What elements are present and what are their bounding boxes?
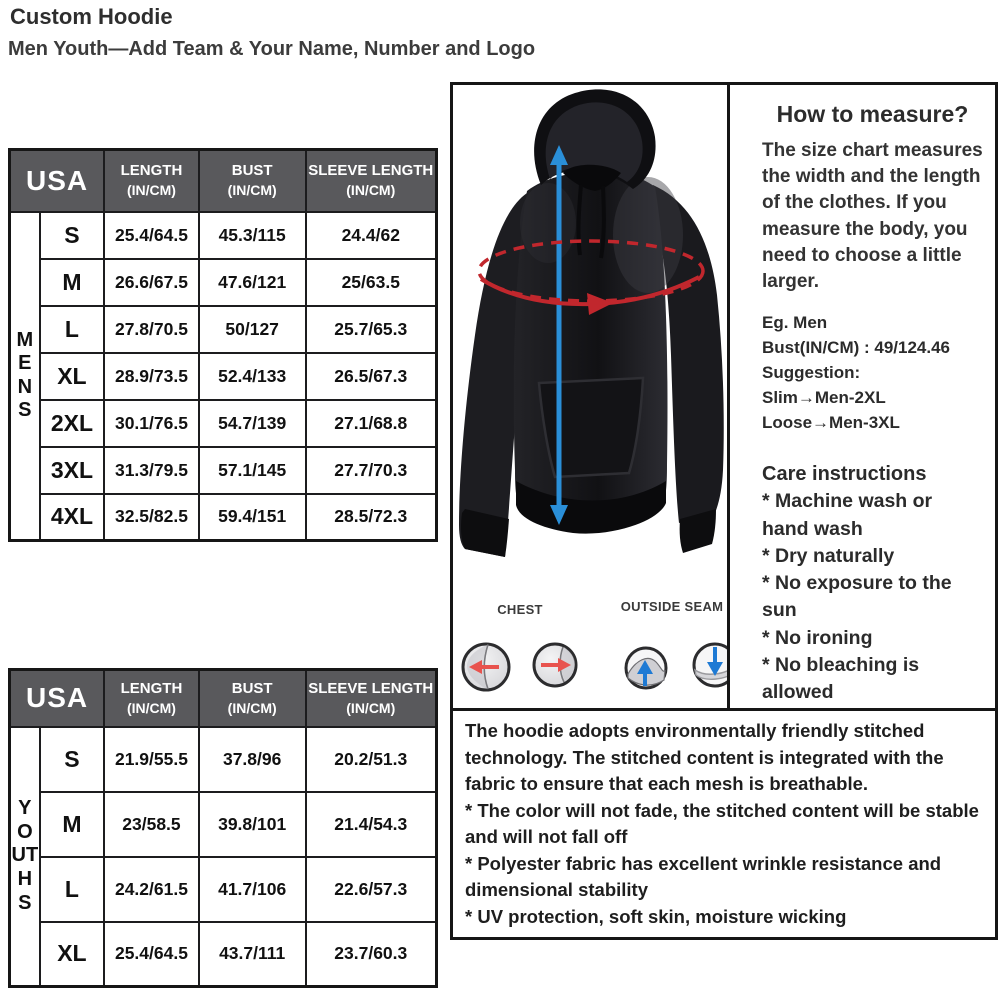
youths-size-table bbox=[8, 668, 438, 988]
example-line: Suggestion: bbox=[762, 363, 861, 383]
column-header-unit: (IN/CM) bbox=[227, 182, 277, 199]
size-cell: L bbox=[40, 857, 104, 922]
length-cell: 27.8/70.5 bbox=[104, 306, 199, 353]
size-cell: L bbox=[40, 306, 104, 353]
table-header-row bbox=[10, 150, 437, 212]
outside-seam-label: OUTSIDE SEAM bbox=[620, 599, 724, 614]
sleeve-cell: 26.5/67.3 bbox=[306, 353, 437, 400]
example-line: Loose→Men-3XL bbox=[762, 413, 900, 433]
chest-measure-left-icon bbox=[463, 644, 509, 690]
column-header-usa: USA bbox=[10, 150, 105, 212]
column-header-unit: (IN/CM) bbox=[227, 699, 277, 716]
description-bullet: * UV protection, soft skin, moisture wicking bbox=[465, 905, 847, 927]
column-header-label: SLEEVE LENGTH bbox=[308, 679, 434, 697]
table-header-row bbox=[10, 670, 437, 727]
sleeve-cell: 27.1/68.8 bbox=[306, 400, 437, 447]
care-instruction-item: * No ironing bbox=[762, 626, 873, 649]
table-row bbox=[10, 727, 437, 792]
hoodie-measure-box bbox=[453, 85, 730, 708]
sleeve-cell: 25/63.5 bbox=[306, 259, 437, 306]
care-instruction-item: * Machine wash or hand wash bbox=[762, 490, 933, 540]
outside-seam-up-icon bbox=[626, 648, 666, 688]
table-row bbox=[10, 857, 437, 922]
measure-method-icons bbox=[453, 620, 727, 715]
bust-cell: 54.7/139 bbox=[199, 400, 306, 447]
mens-size-table bbox=[8, 148, 438, 542]
outside-seam-down-icon bbox=[694, 644, 727, 686]
size-cell: XL bbox=[40, 353, 104, 400]
length-cell: 31.3/79.5 bbox=[104, 447, 199, 494]
mens-group-label: MENS bbox=[10, 212, 40, 541]
size-cell: 2XL bbox=[40, 400, 104, 447]
size-cell: M bbox=[40, 259, 104, 306]
sleeve-cell: 25.7/65.3 bbox=[306, 306, 437, 353]
size-cell: S bbox=[40, 727, 104, 792]
info-panel-top-row bbox=[453, 85, 995, 708]
hoodie-pocket bbox=[539, 378, 643, 477]
care-instruction-item: * No bleaching is allowed bbox=[762, 654, 920, 704]
bust-cell: 52.4/133 bbox=[199, 353, 306, 400]
sleeve-cell: 22.6/57.3 bbox=[306, 857, 437, 922]
example-line: Eg. Men bbox=[762, 313, 828, 333]
table-row bbox=[10, 353, 437, 400]
table-row bbox=[10, 259, 437, 306]
sleeve-cell: 23.7/60.3 bbox=[306, 922, 437, 987]
table-row bbox=[10, 400, 437, 447]
bust-cell: 59.4/151 bbox=[199, 494, 306, 541]
size-cell: S bbox=[40, 212, 104, 259]
column-header-label: LENGTH bbox=[120, 679, 183, 697]
description-bullet: * The color will not fade, the stitched content will be stable and will not fall off bbox=[465, 799, 979, 848]
length-cell: 28.9/73.5 bbox=[104, 353, 199, 400]
care-instruction-item: * Dry naturally bbox=[762, 544, 895, 567]
size-cell: XL bbox=[40, 922, 104, 987]
size-cell: 3XL bbox=[40, 447, 104, 494]
length-cell: 23/58.5 bbox=[104, 792, 199, 857]
sleeve-cell: 27.7/70.3 bbox=[306, 447, 437, 494]
column-header-length bbox=[104, 150, 199, 212]
sleeve-cell: 24.4/62 bbox=[306, 212, 437, 259]
description-bullet: * Polyester fabric has excellent wrinkle resistance and dimensional stability bbox=[465, 852, 942, 901]
bust-cell: 50/127 bbox=[199, 306, 306, 353]
youths-group-label: YOUTHS bbox=[10, 727, 40, 987]
chest-measure-right-icon bbox=[534, 644, 576, 686]
product-description-box bbox=[453, 708, 995, 937]
column-header-label: LENGTH bbox=[120, 162, 183, 180]
bust-cell: 45.3/115 bbox=[199, 212, 306, 259]
column-header-label: SLEEVE LENGTH bbox=[308, 162, 434, 180]
column-header-unit: (IN/CM) bbox=[346, 182, 396, 199]
chest-label: CHEST bbox=[497, 602, 543, 617]
page-subtitle: Men Youth—Add Team & Your Name, Number and Logo bbox=[8, 38, 536, 60]
column-header-bust bbox=[199, 150, 306, 212]
care-instructions-block bbox=[762, 460, 983, 706]
column-header-label: BUST bbox=[231, 162, 273, 180]
bust-cell: 41.7/106 bbox=[199, 857, 306, 922]
column-header-sleeve bbox=[306, 150, 437, 212]
bust-cell: 47.6/121 bbox=[199, 259, 306, 306]
care-instructions-heading: Care instructions bbox=[762, 463, 927, 486]
table-row bbox=[10, 306, 437, 353]
sizing-example-block bbox=[762, 311, 983, 436]
how-to-measure-section bbox=[730, 85, 995, 708]
info-panel bbox=[450, 82, 998, 940]
size-cell: M bbox=[40, 792, 104, 857]
table-row bbox=[10, 494, 437, 541]
description-intro: The hoodie adopts environmentally friendly stitched technology. The stitched content is integrated with the fabric to ensure that each mesh is breathable. bbox=[465, 720, 944, 795]
hoodie-photo-illustration bbox=[453, 85, 727, 595]
column-header-unit: (IN/CM) bbox=[346, 699, 396, 716]
bust-cell: 39.8/101 bbox=[199, 792, 306, 857]
length-cell: 32.5/82.5 bbox=[104, 494, 199, 541]
sleeve-cell: 21.4/54.3 bbox=[306, 792, 437, 857]
length-cell: 21.9/55.5 bbox=[104, 727, 199, 792]
column-header-length bbox=[104, 670, 199, 727]
length-cell: 25.4/64.5 bbox=[104, 922, 199, 987]
example-line: Slim→Men-2XL bbox=[762, 388, 886, 408]
column-header-sleeve bbox=[306, 670, 437, 727]
hoodie-shoulder-highlight bbox=[613, 177, 683, 293]
table-row bbox=[10, 212, 437, 259]
table-row bbox=[10, 922, 437, 987]
length-cell: 30.1/76.5 bbox=[104, 400, 199, 447]
sleeve-cell: 20.2/51.3 bbox=[306, 727, 437, 792]
column-header-unit: (IN/CM) bbox=[126, 182, 176, 199]
column-header-label: BUST bbox=[231, 679, 273, 697]
table-row bbox=[10, 792, 437, 857]
bust-cell: 37.8/96 bbox=[199, 727, 306, 792]
bust-cell: 43.7/111 bbox=[199, 922, 306, 987]
hoodie-shoulder-highlight bbox=[520, 183, 576, 263]
care-instruction-item: * No exposure to the sun bbox=[762, 572, 952, 622]
how-to-measure-heading: How to measure? bbox=[776, 101, 969, 127]
hoodie-drawstring bbox=[578, 185, 581, 255]
table-row bbox=[10, 447, 437, 494]
size-cell: 4XL bbox=[40, 494, 104, 541]
length-cell: 24.2/61.5 bbox=[104, 857, 199, 922]
column-header-bust bbox=[199, 670, 306, 727]
column-header-usa: USA bbox=[10, 670, 105, 727]
column-header-unit: (IN/CM) bbox=[126, 699, 176, 716]
how-to-measure-text: The size chart measures the width and the length of the clothes. If you measure the body, you need to choose a little larger. bbox=[762, 140, 983, 293]
length-cell: 26.6/67.5 bbox=[104, 259, 199, 306]
example-line: Bust(IN/CM) : 49/124.46 bbox=[762, 338, 950, 358]
sleeve-cell: 28.5/72.3 bbox=[306, 494, 437, 541]
bust-cell: 57.1/145 bbox=[199, 447, 306, 494]
page-title: Custom Hoodie bbox=[10, 4, 173, 29]
length-cell: 25.4/64.5 bbox=[104, 212, 199, 259]
